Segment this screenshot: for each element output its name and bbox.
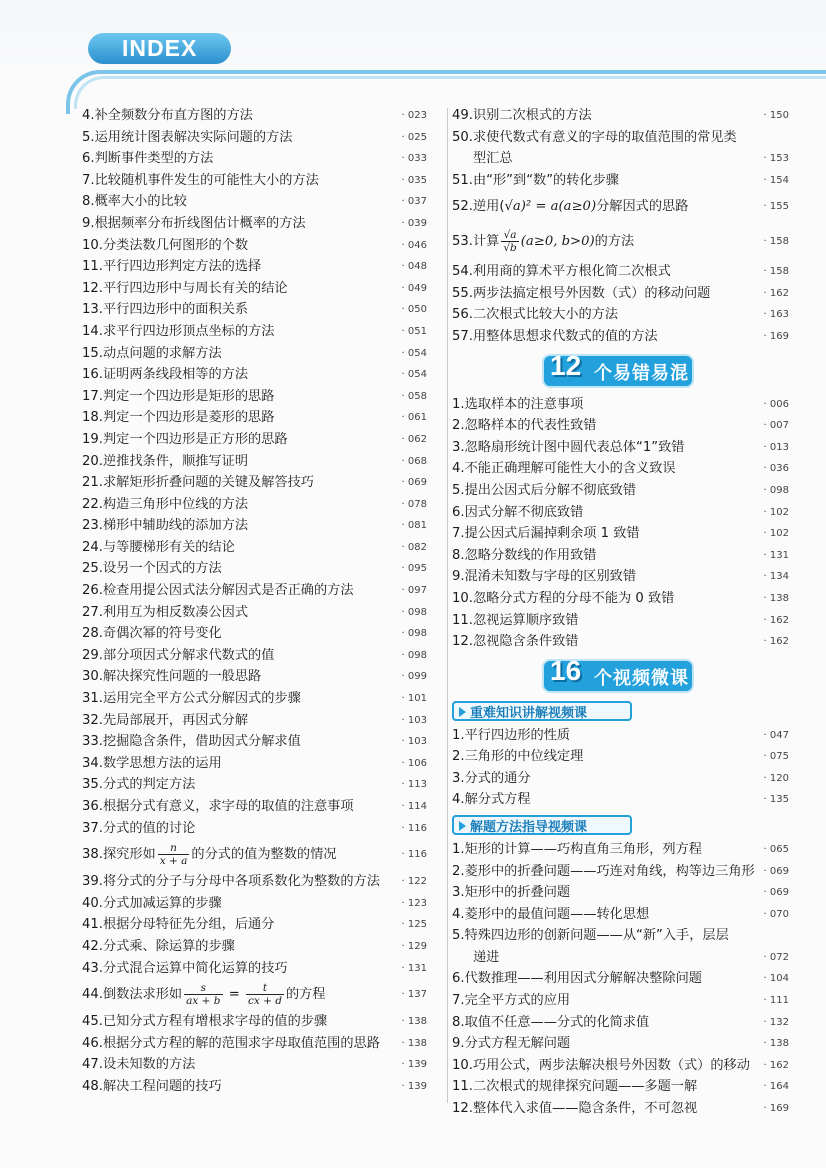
toc-item[interactable] xyxy=(82,893,427,915)
toc-item[interactable] xyxy=(452,789,789,811)
toc-item[interactable]: 49.识别二次根式的方法 · 150 xyxy=(452,105,789,127)
toc-item[interactable] xyxy=(82,213,427,235)
toc-label: 6.代数推理——利用因式分解解决整除问题 xyxy=(452,971,702,987)
toc-item[interactable] xyxy=(82,645,427,667)
play-icon xyxy=(459,707,466,717)
toc-item[interactable] xyxy=(82,235,427,257)
subsection-knowledge: 重难知识讲解视频课 xyxy=(452,699,789,723)
page-number: · 111 xyxy=(763,995,789,1007)
toc-item[interactable] xyxy=(82,623,427,645)
page-number: · 162 xyxy=(763,287,789,299)
toc-label: 3.忽略扇形统计图中圆代表总体“1”致错 xyxy=(452,439,685,455)
section-header-errors: 12 个易错易混 xyxy=(452,354,789,388)
toc-label: 14.求平行四边形顶点坐标的方法 xyxy=(82,323,275,339)
page-number: · 116 xyxy=(401,849,427,861)
toc-label: 12.忽视隐含条件致错 xyxy=(452,634,579,650)
toc-item[interactable] xyxy=(82,105,427,127)
page-number: · 058 xyxy=(401,390,427,402)
toc-label: 7.完全平方式的应用 xyxy=(452,993,571,1009)
page-number: · 006 xyxy=(763,398,789,410)
page-number: · 078 xyxy=(401,498,427,510)
toc-label: 11.平行四边形判定方法的选择 xyxy=(82,259,262,275)
toc-item[interactable] xyxy=(452,990,789,1012)
page-number: · 163 xyxy=(763,309,789,321)
toc-label: 46.根据分式方程的解的范围求字母取值范围的思路 xyxy=(82,1035,380,1051)
toc-label: 3.矩形中的折叠问题 xyxy=(452,885,571,901)
toc-label: 37.分式的值的讨论 xyxy=(82,820,196,836)
toc-label: 28.奇偶次幂的符号变化 xyxy=(82,626,222,642)
page-number: · 061 xyxy=(401,412,427,424)
page-number: · 047 xyxy=(763,729,789,741)
page-number: · 137 xyxy=(401,989,427,1001)
page-number: · 131 xyxy=(401,962,427,974)
toc-item[interactable] xyxy=(452,631,789,653)
toc-item[interactable]: 53.计算 $\frac{√a}{√b}$ (a≥0, b>0)的方法 · 158 xyxy=(452,223,789,261)
toc-label: 2.三角形的中位线定理 xyxy=(452,749,584,765)
column-divider xyxy=(447,108,448,1103)
toc-label: 5.运用统计图表解决实际问题的方法 xyxy=(82,129,293,145)
page-number: · 075 xyxy=(763,751,789,763)
toc-label: 4.解分式方程 xyxy=(452,792,531,808)
page-number: · 098 xyxy=(401,628,427,640)
page-number: · 158 xyxy=(763,236,789,248)
toc-item[interactable] xyxy=(82,602,427,624)
toc-label: 13.平行四边形中的面积关系 xyxy=(82,302,249,318)
toc-label: 11.二次根式的规律探究问题——多题一解 xyxy=(452,1079,698,1095)
left-column xyxy=(82,105,427,1098)
page-number: · 069 xyxy=(763,865,789,877)
page-number: · 070 xyxy=(763,908,789,920)
index-title: INDEX xyxy=(88,33,231,64)
page-number: · 098 xyxy=(401,649,427,661)
page-number: · 135 xyxy=(763,794,789,806)
page-number: · 139 xyxy=(401,1059,427,1071)
page-number: · 098 xyxy=(401,606,427,618)
page-number: · 050 xyxy=(401,304,427,316)
toc-item[interactable] xyxy=(452,566,789,588)
toc-label: 57.用整体思想求代数式的值的方法 xyxy=(452,328,658,344)
toc-label: 48.解决工程问题的技巧 xyxy=(82,1078,222,1094)
toc-item[interactable] xyxy=(82,774,427,796)
page-number: · 007 xyxy=(763,420,789,432)
page-number: · 125 xyxy=(401,919,427,931)
page-number: · 048 xyxy=(401,261,427,273)
toc-label: 12.整体代入求值——隐含条件，不可忽视 xyxy=(452,1101,698,1116)
page-number: · 138 xyxy=(763,592,789,604)
fraction: $\frac{s}{ax + b}$ xyxy=(186,981,221,1007)
toc-label: 24.与等腰梯形有关的结论 xyxy=(82,539,235,555)
toc-item[interactable] xyxy=(82,914,427,936)
toc-item[interactable] xyxy=(82,537,427,559)
page-number: · 162 xyxy=(763,1059,789,1071)
toc-item[interactable] xyxy=(452,326,789,348)
page-number: · 103 xyxy=(401,714,427,726)
page-number: · 095 xyxy=(401,563,427,575)
page-number: · 162 xyxy=(763,636,789,648)
toc-item[interactable] xyxy=(452,1012,789,1034)
toc-label: 10.巧用公式，两步法解决根号外因数（式）的移动 xyxy=(452,1057,750,1073)
toc-item[interactable] xyxy=(82,127,427,149)
page-number: · 046 xyxy=(401,239,427,251)
toc-label: 1.平行四边形的性质 xyxy=(452,727,571,743)
page-number: · 106 xyxy=(401,757,427,769)
toc-item[interactable] xyxy=(82,871,427,893)
toc-item[interactable] xyxy=(452,725,789,747)
toc-item[interactable] xyxy=(452,523,789,545)
toc-item[interactable] xyxy=(452,610,789,632)
toc-label: 33.挖掘隐含条件，借助因式分解求值 xyxy=(82,734,301,750)
toc-label: 29.部分项因式分解求代数式的值 xyxy=(82,647,275,663)
toc-item[interactable] xyxy=(452,588,789,610)
page-number: · 153 xyxy=(763,153,789,165)
page-number: · 081 xyxy=(401,520,427,532)
toc-item[interactable] xyxy=(82,818,427,840)
toc-label: 10.分类法数几何图形的个数 xyxy=(82,237,249,253)
toc-item[interactable] xyxy=(82,688,427,710)
toc-label: 4.不能正确理解可能性大小的含义致误 xyxy=(452,461,676,477)
toc-label: 19.判定一个四边形是正方形的思路 xyxy=(82,431,288,447)
toc-label: 30.解决探究性问题的一般思路 xyxy=(82,669,262,685)
toc-item[interactable]: 5.特殊四边形的创新问题——从“新”入手，层层 递进 · 072 xyxy=(452,925,789,968)
toc-item[interactable] xyxy=(82,1033,427,1055)
toc-item[interactable] xyxy=(82,299,427,321)
toc-item[interactable] xyxy=(452,480,789,502)
page-number: · 129 xyxy=(401,940,427,952)
toc-label: 20.逆推找条件，顺推写证明 xyxy=(82,453,249,469)
toc-item[interactable] xyxy=(82,256,427,278)
toc-item[interactable] xyxy=(82,429,427,451)
toc-label: 22.构造三角形中位线的方法 xyxy=(82,496,249,512)
toc-item[interactable] xyxy=(82,1076,427,1098)
toc-label: 27.利用互为相反数凑公因式 xyxy=(82,604,249,620)
toc-item[interactable] xyxy=(452,502,789,524)
toc-item[interactable] xyxy=(452,394,789,416)
page-number: · 138 xyxy=(401,1037,427,1049)
toc-label: 2.菱形中的折叠问题——巧连对角线，构等边三角形 xyxy=(452,863,755,879)
toc-label: 23.梯形中辅助线的添加方法 xyxy=(82,518,249,534)
toc-item[interactable] xyxy=(82,191,427,213)
toc-item[interactable] xyxy=(82,472,427,494)
toc-label: 8.取值不任意——分式的化简求值 xyxy=(452,1014,650,1030)
page-number: · 132 xyxy=(763,1016,789,1028)
page-number: · 068 xyxy=(401,455,427,467)
toc-label: 25.设另一个因式的方法 xyxy=(82,561,222,577)
fraction: $\frac{t}{cx + d}$ xyxy=(247,981,282,1007)
toc-label: 54.利用商的算术平方根化简二次根式 xyxy=(452,264,671,280)
toc-label: 7.提公因式后漏掉剩余项 1 致错 xyxy=(452,526,640,542)
page-number: · 113 xyxy=(401,779,427,791)
toc-item[interactable] xyxy=(82,278,427,300)
toc-item[interactable] xyxy=(452,882,789,904)
toc-label: 9.根据频率分布折线图估计概率的方法 xyxy=(82,215,306,231)
toc-item[interactable]: 52.逆用(√a)² = a(a≥0)分解因式的思路 · 155 xyxy=(452,191,789,223)
page-number: · 101 xyxy=(401,693,427,705)
page-number: · 134 xyxy=(763,571,789,583)
page-number: · 169 xyxy=(763,1103,789,1114)
toc-label: 4.补全频数分布直方图的方法 xyxy=(82,108,253,123)
toc-item[interactable] xyxy=(82,321,427,343)
toc-label: 42.分式乘、除运算的步骤 xyxy=(82,938,235,954)
page-number: · 051 xyxy=(401,325,427,337)
toc-item[interactable] xyxy=(82,364,427,386)
toc-item[interactable] xyxy=(452,283,789,305)
toc-item[interactable]: 44.倒数法求形如 $\frac{s}{ax + b}$ = $\frac{t}{cx + d}$ 的方程 · 137 xyxy=(82,979,427,1011)
page-number: · 131 xyxy=(763,549,789,561)
page-number: · 122 xyxy=(401,876,427,888)
toc-label: 18.判定一个四边形是菱形的思路 xyxy=(82,410,275,426)
page-number: · 054 xyxy=(401,347,427,359)
toc-item[interactable] xyxy=(82,936,427,958)
toc-label: 21.求解矩形折叠问题的关键及解答技巧 xyxy=(82,475,314,491)
toc-item[interactable] xyxy=(452,861,789,883)
toc-label: 10.忽略分式方程的分母不能为 0 致错 xyxy=(452,590,675,606)
page-number: · 069 xyxy=(763,887,789,899)
toc-item[interactable] xyxy=(452,458,789,480)
toc-item[interactable] xyxy=(82,1011,427,1033)
page-number: · 072 xyxy=(763,952,789,964)
page-number: · 062 xyxy=(401,433,427,445)
toc-item[interactable] xyxy=(452,1076,789,1098)
page-number: · 150 xyxy=(763,110,789,121)
page-number: · 104 xyxy=(763,973,789,985)
page-number: · 120 xyxy=(763,772,789,784)
toc-item[interactable] xyxy=(82,1054,427,1076)
toc-item[interactable] xyxy=(452,904,789,926)
page-number: · 116 xyxy=(401,822,427,834)
toc-label: 6.因式分解不彻底致错 xyxy=(452,504,584,520)
page-number: · 082 xyxy=(401,541,427,553)
subsection-methods: 解题方法指导视频课 xyxy=(452,813,789,837)
toc-item[interactable] xyxy=(452,768,789,790)
toc-item[interactable] xyxy=(452,746,789,768)
page-number: · 069 xyxy=(401,477,427,489)
toc-item[interactable] xyxy=(452,304,789,326)
toc-label: 8.忽略分数线的作用致错 xyxy=(452,547,597,563)
toc-label: 1.选取样本的注意事项 xyxy=(452,396,584,412)
page-number: · 049 xyxy=(401,282,427,294)
page-number: · 035 xyxy=(401,174,427,186)
toc-item[interactable] xyxy=(82,170,427,192)
page-number: · 155 xyxy=(763,201,789,213)
page-number: · 114 xyxy=(401,801,427,812)
toc-label: 15.动点问题的求解方法 xyxy=(82,345,222,361)
toc-label: 5.提出公因式后分解不彻底致错 xyxy=(452,482,637,498)
page-number: · 098 xyxy=(763,484,789,496)
toc-item[interactable] xyxy=(82,494,427,516)
toc-item[interactable] xyxy=(82,343,427,365)
page-number: · 023 xyxy=(401,110,427,121)
toc-label: 4.菱形中的最值问题——转化思想 xyxy=(452,906,650,922)
toc-label: 9.混淆未知数与字母的区别致错 xyxy=(452,569,637,585)
toc-label: 47.设未知数的方法 xyxy=(82,1057,196,1073)
toc-item[interactable] xyxy=(82,753,427,775)
play-icon xyxy=(459,821,466,831)
toc-item[interactable] xyxy=(452,261,789,283)
toc-label: 32.先局部展开，再因式分解 xyxy=(82,712,249,728)
right-column xyxy=(452,105,789,1120)
page-number: · 169 xyxy=(763,330,789,342)
page-number: · 158 xyxy=(763,266,789,278)
toc-item[interactable] xyxy=(82,148,427,170)
toc-item[interactable] xyxy=(452,415,789,437)
toc-item[interactable] xyxy=(452,968,789,990)
toc-item[interactable] xyxy=(82,386,427,408)
page-number: · 065 xyxy=(763,844,789,856)
toc-label: 6.判断事件类型的方法 xyxy=(82,151,214,167)
toc-item[interactable] xyxy=(452,839,789,861)
page-number: · 033 xyxy=(401,153,427,165)
toc-label: 26.检查用提公因式法分解因式是否正确的方法 xyxy=(82,583,354,599)
section-header-videos: 16 个视频微课 xyxy=(452,659,789,693)
toc-label: 35.分式的判定方法 xyxy=(82,777,196,793)
page-number: · 039 xyxy=(401,217,427,229)
toc-label: 43.分式混合运算中简化运算的技巧 xyxy=(82,960,288,976)
page-number: · 036 xyxy=(763,463,789,475)
page-number: · 037 xyxy=(401,196,427,208)
toc-label: 17.判定一个四边形是矩形的思路 xyxy=(82,388,275,404)
page-number: · 103 xyxy=(401,736,427,748)
toc-item[interactable] xyxy=(82,580,427,602)
fraction: $\frac{n}{x + a}$ xyxy=(159,841,188,867)
toc-item[interactable] xyxy=(452,1098,789,1120)
toc-label: 9.分式方程无解问题 xyxy=(452,1036,571,1052)
toc-label: 2.忽略样本的代表性致错 xyxy=(452,418,597,434)
page-number: · 013 xyxy=(763,441,789,453)
page-number: · 099 xyxy=(401,671,427,683)
page-number: · 138 xyxy=(763,1038,789,1050)
toc-label: 45.已知分式方程有增根求字母的值的步骤 xyxy=(82,1014,328,1030)
toc-label: 3.分式的通分 xyxy=(452,770,531,786)
toc-item[interactable] xyxy=(82,731,427,753)
toc-label: 1.矩形的计算——巧构直角三角形，列方程 xyxy=(452,842,702,858)
toc-label: 7.比较随机事件发生的可能性大小的方法 xyxy=(82,172,319,188)
toc-label: 40.分式加减运算的步骤 xyxy=(82,895,222,911)
toc-label: 11.忽视运算顺序致错 xyxy=(452,612,579,628)
page-number: · 123 xyxy=(401,897,427,909)
toc-item[interactable] xyxy=(82,515,427,537)
toc-label: 41.根据分母特征先分组，后通分 xyxy=(82,917,275,933)
toc-label: 55.两步法搞定根号外因数（式）的移动问题 xyxy=(452,285,711,301)
toc-label: 56.二次根式比较大小的方法 xyxy=(452,307,619,323)
toc-item[interactable] xyxy=(82,710,427,732)
toc-label: 8.概率大小的比较 xyxy=(82,194,187,210)
toc-item[interactable] xyxy=(82,558,427,580)
toc-label: 34.数学思想方法的运用 xyxy=(82,755,222,771)
fraction: $\frac{√a}{√b}$ xyxy=(503,228,517,254)
toc-item[interactable]: 51.由“形”到“数”的转化步骤 · 154 xyxy=(452,170,789,192)
toc-label: 12.平行四边形中与周长有关的结论 xyxy=(82,280,288,296)
page-number: · 154 xyxy=(763,174,789,186)
toc-label: 31.运用完全平方公式分解因式的步骤 xyxy=(82,691,301,707)
page-number: · 102 xyxy=(763,506,789,518)
toc-item[interactable]: 38.探究形如 $\frac{n}{x + a}$ 的分式的值为整数的情况 · 116 xyxy=(82,839,427,871)
toc-item[interactable] xyxy=(452,545,789,567)
toc-item[interactable]: 50.求使代数式有意义的字母的取值范围的常见类 型汇总 · 153 xyxy=(452,127,789,170)
toc-item[interactable] xyxy=(82,451,427,473)
toc-label: 39.将分式的分子与分母中各项系数化为整数的方法 xyxy=(82,874,380,890)
page-number: · 097 xyxy=(401,585,427,597)
toc-item[interactable] xyxy=(452,1033,789,1055)
toc-item[interactable] xyxy=(452,437,789,459)
toc-item[interactable] xyxy=(82,796,427,818)
page-number: · 138 xyxy=(401,1016,427,1028)
page-number: · 054 xyxy=(401,369,427,381)
page-number: · 164 xyxy=(763,1081,789,1093)
toc-item[interactable] xyxy=(82,666,427,688)
page-number: · 162 xyxy=(763,614,789,626)
toc-label: 36.根据分式有意义，求字母的取值的注意事项 xyxy=(82,799,354,814)
page-number: · 102 xyxy=(763,528,789,540)
page-number: · 139 xyxy=(401,1080,427,1092)
toc-item[interactable] xyxy=(452,1055,789,1077)
toc-label: 16.证明两条线段相等的方法 xyxy=(82,367,249,383)
page-number: · 025 xyxy=(401,131,427,143)
toc-item[interactable] xyxy=(82,407,427,429)
toc-item[interactable] xyxy=(82,958,427,980)
